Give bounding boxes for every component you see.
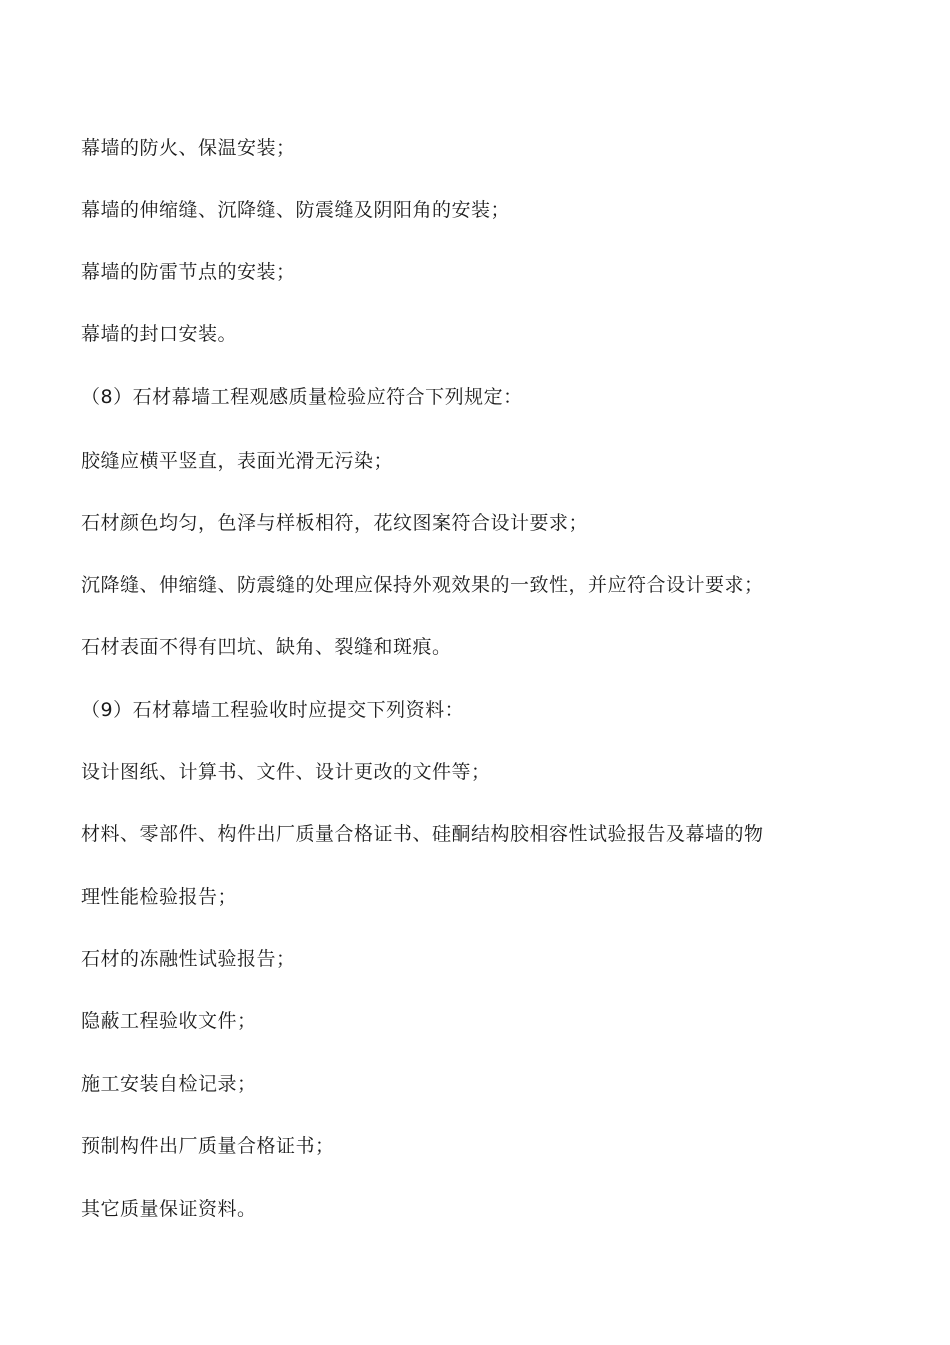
text-line-materials-certificates: 材料、零部件、构件出厂质量合格证书、硅酮结构胶相容性试验报告及幕墙的物 [81, 823, 764, 845]
section-heading-9: （9）石材幕墙工程验收时应提交下列资料： [81, 699, 465, 721]
text-line-prefab-certificates: 预制构件出厂质量合格证书； [81, 1135, 335, 1157]
text-line-design-drawings: 设计图纸、计算书、文件、设计更改的文件等； [81, 761, 491, 783]
text-line-concealed-works: 隐蔽工程验收文件； [81, 1010, 257, 1032]
text-line-joint-treatment: 沉降缝、伸缩缝、防震缝的处理应保持外观效果的一致性，并应符合设计要求； [81, 574, 764, 596]
text-line-performance-report: 理性能检验报告； [81, 886, 238, 908]
text-line-surface-defects: 石材表面不得有凹坑、缺角、裂缝和斑痕。 [81, 636, 452, 658]
text-line-sealant: 胶缝应横平竖直，表面光滑无污染； [81, 450, 394, 472]
text-line-lightning: 幕墙的防雷节点的安装； [81, 261, 296, 283]
section-heading-8: （8）石材幕墙工程观感质量检验应符合下列规定： [81, 386, 523, 408]
text-line-freeze-thaw: 石材的冻融性试验报告； [81, 948, 296, 970]
text-line-self-inspection: 施工安装自检记录； [81, 1073, 257, 1095]
text-line-sealing: 幕墙的封口安装。 [81, 323, 238, 345]
text-line-other-docs: 其它质量保证资料。 [81, 1198, 257, 1220]
text-line-joints: 幕墙的伸缩缝、沉降缝、防震缝及阴阳角的安装； [81, 199, 511, 221]
text-line-fire-insulation: 幕墙的防火、保温安装； [81, 137, 296, 159]
text-line-stone-color: 石材颜色均匀，色泽与样板相符，花纹图案符合设计要求； [81, 512, 589, 534]
